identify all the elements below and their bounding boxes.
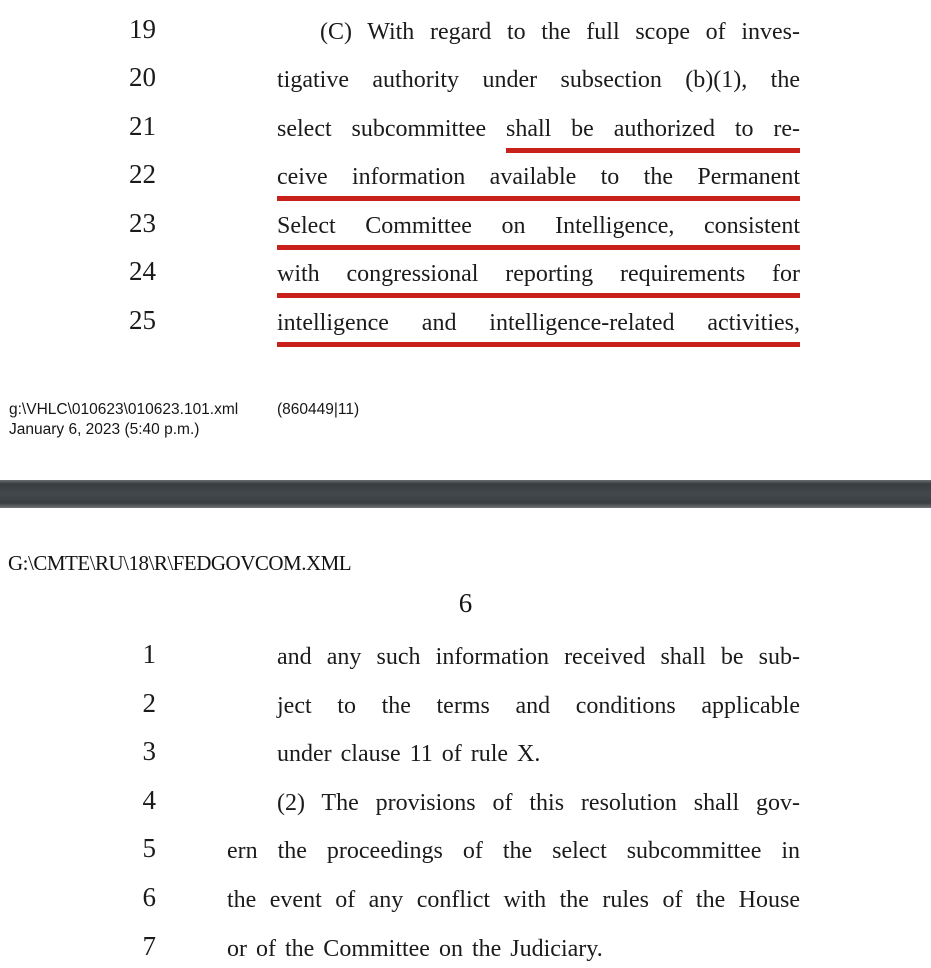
- bill-line-22: [0, 157, 931, 206]
- footer-file-path: g:\VHLC\010623\010623.101.xml: [9, 401, 239, 418]
- line-number-25: 25: [129, 305, 156, 335]
- line-number-19: 19: [129, 14, 156, 44]
- line-text-22-underlined: ceive information available to the Permanent: [277, 164, 800, 201]
- line-text-25: [277, 307, 800, 339]
- line-number-4: 4: [142, 785, 156, 815]
- bill-line-2: [0, 686, 931, 735]
- bill-line-6: [0, 880, 931, 929]
- line-text-24: [277, 258, 800, 290]
- line-text-21-plain: select subcommittee: [277, 116, 487, 142]
- line-number-21: 21: [129, 111, 156, 141]
- line-text-19: (C) With regard to the full scope of inves-: [320, 19, 800, 45]
- bill-line-3: [0, 734, 931, 783]
- line-number-23: 23: [129, 208, 156, 238]
- bill-line-1: [0, 637, 931, 686]
- line-text-20: tigative authority under subsection (b)(1), the: [277, 67, 800, 93]
- line-text-5: ern the proceedings of the select subcommittee in: [227, 838, 800, 864]
- line-text-1: and any such information received shall be sub-: [277, 644, 800, 670]
- line-text-23: [277, 210, 800, 242]
- bill-line-25: [0, 303, 931, 352]
- bill-line-24: [0, 254, 931, 303]
- line-number-3: 3: [142, 736, 156, 766]
- line-text-4: (2) The provisions of this resolution shall gov-: [277, 790, 800, 816]
- line-text-21: [277, 113, 800, 145]
- line-text-7: or of the Committee on the Judiciary.: [227, 936, 603, 962]
- bill-line-5: [0, 831, 931, 880]
- page2-header-path: G:\CMTE\RU\18\R\FEDGOVCOM.XML: [8, 551, 352, 575]
- line-number-6: 6: [142, 882, 156, 912]
- page-separator-bar: [0, 480, 931, 508]
- footer-date: January 6, 2023 (5:40 p.m.): [9, 421, 200, 438]
- bill-line-23: [0, 206, 931, 255]
- line-number-24: 24: [129, 256, 156, 286]
- line-number-2: 2: [142, 688, 156, 718]
- line-text-3: under clause 11 of rule X.: [277, 741, 541, 767]
- bill-line-4: [0, 783, 931, 832]
- line-number-5: 5: [142, 833, 156, 863]
- bill-line-19: [0, 12, 931, 61]
- footer-doc-code: (860449|11): [277, 401, 360, 418]
- line-number-7: 7: [142, 931, 156, 961]
- line-text-21-underlined: shall be authorized to re-: [506, 116, 800, 153]
- bill-line-21: [0, 109, 931, 158]
- line-text-6: the event of any conflict with the rules of the House: [227, 887, 800, 913]
- line-number-20: 20: [129, 62, 156, 92]
- line-number-1: 1: [142, 639, 156, 669]
- bill-line-20: [0, 60, 931, 109]
- line-text-24-underlined: with congressional reporting requirements for: [277, 261, 800, 298]
- line-text-2: ject to the terms and conditions applicable: [277, 693, 800, 719]
- bill-line-7: [0, 929, 931, 968]
- line-number-22: 22: [129, 159, 156, 189]
- line-text-22: [277, 161, 800, 193]
- line-text-25-underlined: intelligence and intelligence-related activities,: [277, 310, 800, 347]
- page2-page-number: 6: [458, 588, 473, 618]
- line-text-23-underlined: Select Committee on Intelligence, consistent: [277, 213, 800, 250]
